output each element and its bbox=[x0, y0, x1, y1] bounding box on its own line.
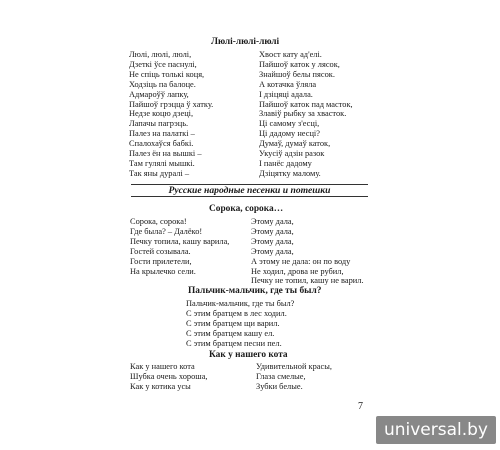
poem-line: Печку топила, кашу варила, bbox=[130, 236, 230, 246]
poem-line: Этому дала, bbox=[251, 246, 294, 256]
poem-line: Пальчик-мальчик, где ты был? bbox=[186, 299, 295, 308]
poem-line: Недзе коцю дзеці, bbox=[129, 109, 194, 119]
poem-line: Укусіў адзін разок bbox=[259, 149, 325, 158]
poem-line: С этим братцем щи варил. bbox=[186, 318, 280, 328]
poem-line: Не спіць толькі коця, bbox=[129, 69, 205, 79]
poem-line: Так яны дуралі – bbox=[129, 168, 190, 178]
poem-line: Знайшоў белы пясок. bbox=[259, 69, 335, 79]
poem-line: Зубки белые. bbox=[256, 382, 303, 392]
poem-line: С этим братцем в лес ходил. bbox=[186, 308, 287, 318]
page-number: 7 bbox=[358, 401, 363, 412]
poem-line: Удивительной красы, bbox=[256, 362, 332, 371]
poem-line: Дзеткі ўсе паснулі, bbox=[129, 59, 197, 69]
watermark: universal.by bbox=[376, 416, 496, 444]
section-title: Русские народные песенки и потешки bbox=[131, 184, 368, 197]
poem-line: Не ходил, дрова не рубил, bbox=[251, 266, 344, 276]
poem-line: Там гулялі мышкі. bbox=[129, 158, 195, 168]
poem-line: Пайшоў грэцца ў хатку. bbox=[129, 99, 214, 109]
poem-line: Глаза смелые, bbox=[256, 372, 306, 382]
poem-line: Ці дадому несці? bbox=[259, 129, 320, 139]
poem-line: Ходзіць па балоце. bbox=[129, 79, 196, 89]
poem-line: І дзіцяці адала. bbox=[259, 89, 313, 99]
poem-line: Палез ён на вышкі – bbox=[129, 149, 202, 158]
poem-line: Где была? – Далёко! bbox=[130, 226, 203, 236]
poem-line: Гости прилетели, bbox=[130, 256, 192, 266]
poem-line: Дзіцятку малому. bbox=[259, 168, 321, 178]
poem-line: На крылечко сели. bbox=[130, 266, 196, 276]
poem-line: Думаў, думаў каток, bbox=[259, 139, 331, 149]
poem-line: Как у котика усы bbox=[130, 382, 191, 392]
poem-line: Шубка очень хороша, bbox=[130, 372, 208, 382]
poem-line: Адмароўў лапку, bbox=[129, 89, 189, 99]
poem-line: Хвост кату ад'елі. bbox=[259, 50, 322, 59]
poem-line: Люлі, люлі, люлі, bbox=[129, 50, 192, 59]
poem-line: А этому не дала: он по воду bbox=[251, 256, 351, 266]
poem1-title: Люлі-люлі-люлі bbox=[211, 37, 280, 47]
poem-line: Спалохаўся бабкі. bbox=[129, 139, 194, 149]
poem-line: Печку не топил, кашу не варил. bbox=[251, 276, 364, 286]
poem-line: Ці самому з'есці, bbox=[259, 119, 320, 129]
poem-line: Злавіў рыбку за хвасток. bbox=[259, 109, 347, 119]
poem-line: Лапачы пагрэць. bbox=[129, 119, 189, 129]
poem-line: Гостей созывала. bbox=[130, 246, 191, 256]
poem-line: Пайшоў каток пад масток, bbox=[259, 99, 353, 109]
poem-line: С этим братцем кашу ел. bbox=[186, 328, 275, 338]
poem4-title: Как у нашего кота bbox=[209, 350, 288, 360]
poem3-title: Пальчик-мальчик, где ты был? bbox=[188, 286, 322, 296]
poem-line: Пайшоў каток у лясок, bbox=[259, 59, 340, 69]
poem2-title: Сорока, сорока… bbox=[209, 204, 284, 214]
poem-line: Этому дала, bbox=[251, 236, 294, 246]
poem-line: Палез на палаткі – bbox=[129, 129, 195, 139]
poem-line: Этому дала, bbox=[251, 226, 294, 236]
poem-line: І панёс дадому bbox=[259, 158, 312, 168]
poem-line: С этим братцем песни пел. bbox=[186, 338, 282, 348]
poem-line: А котачка ўляла bbox=[259, 79, 317, 89]
poem-line: Как у нашего кота bbox=[130, 362, 195, 371]
poem-line: Этому дала, bbox=[251, 217, 294, 226]
poem-line: Сорока, сорока! bbox=[130, 217, 187, 226]
